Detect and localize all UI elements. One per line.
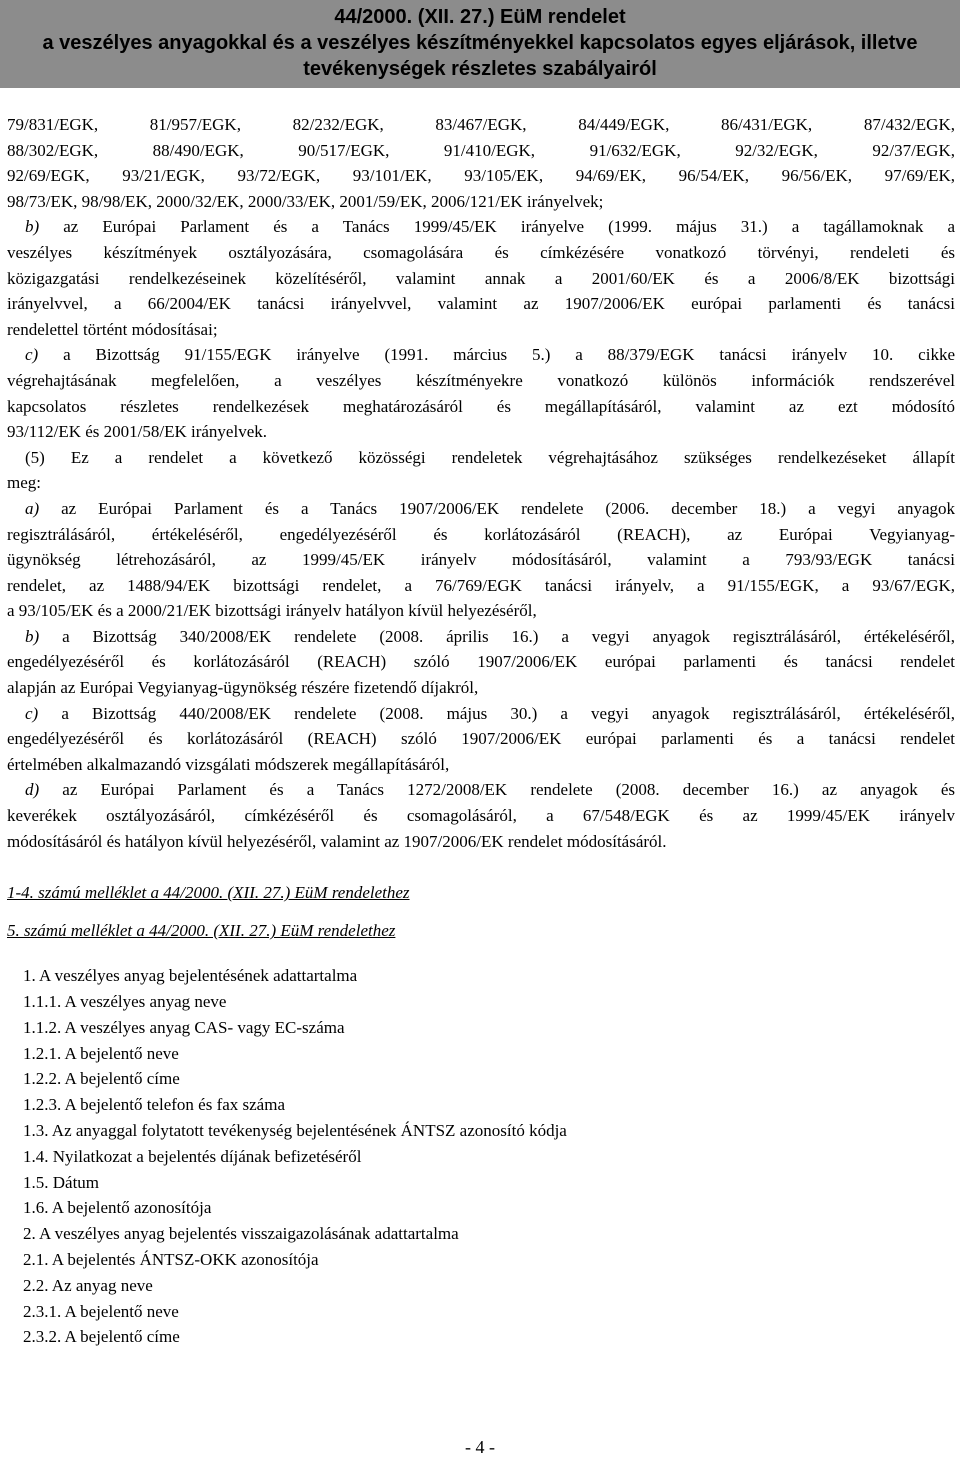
paragraph-text: módosításáról és hatályon kívül helyezéséről, valamint az 1907/2006/EK rendelet módosításáról. [7, 831, 667, 851]
page-number: - 4 - [465, 1437, 495, 1457]
item-marker: d) [25, 780, 40, 800]
paragraph-text: engedélyezéséről és korlátozásáról (REACH) szóló 1907/2006/EK európai parlamenti és a tanácsi rendelet [7, 729, 955, 749]
paragraph-text: a 93/105/EK és a 2000/21/EK bizottsági irányelv hatályon kívül helyezéséről, [7, 601, 537, 621]
paragraph-5a [7, 496, 955, 624]
directive-list [7, 112, 955, 214]
list-item: 2.3.2. A bejelentő címe [23, 1327, 180, 1347]
paragraph-text: (5) Ez a rendelet a következő közösségi rendeletek végrehajtásához szükséges rendelkezéseket állapít [25, 447, 955, 467]
item-marker: a) [25, 498, 40, 518]
paragraph-text: rendelet, az 1488/94/EK bizottsági rendelet, a 76/769/EGK tanácsi irányelv, a 91/155/EGK, a 93/67/EGK, [7, 575, 955, 595]
annex-content-list [7, 963, 955, 1350]
header-subtitle-line1: a veszélyes anyagokkal és a veszélyes készítményekkel kapcsolatos egyes eljárások, illetve [42, 32, 918, 54]
item-marker: c) [25, 703, 39, 723]
paragraph-text: az Európai Parlament és a Tanács 1272/2008/EK rendelete (2008. december 16.) az anyagok és [39, 780, 955, 800]
paragraph-text: engedélyezéséről és korlátozásáról (REACH) szóló 1907/2006/EK európai parlamenti és tanácsi rendelet [7, 652, 955, 672]
list-item: 1.3. Az anyaggal folytatott tevékenység bejelentésének ÁNTSZ azonosító kódja [23, 1121, 567, 1140]
list-item: 1.2.3. A bejelentő telefon és fax száma [23, 1095, 285, 1115]
paragraph-text: meg: [7, 473, 41, 493]
item-marker: b) [25, 217, 40, 237]
list-item: 1.2.2. A bejelentő címe [23, 1069, 180, 1089]
item-marker: b) [25, 626, 40, 646]
paragraph-text: a Bizottság 340/2008/EK rendelete (2008. április 16.) a vegyi anyagok regisztrálásáról, értékeléséről, [39, 626, 955, 646]
header-title: 44/2000. (XII. 27.) EüM rendelet [334, 6, 626, 28]
paragraph-text: kapcsolatos részletes rendelkezések meghatározásáról és megállapításáról, valamint az ezt módosító [7, 396, 955, 416]
directive-line: 98/73/EK, 98/98/EK, 2000/32/EK, 2000/33/EK, 2001/59/EK, 2006/121/EK irányelvek; [7, 191, 604, 211]
paragraph-text: 93/112/EK és 2001/58/EK irányelvek. [7, 422, 267, 442]
list-item: 2.3.1. A bejelentő neve [23, 1301, 179, 1321]
paragraph-text: rendelettel történt módosításai; [7, 319, 218, 339]
paragraph-text: irányelvvel, a 66/2004/EK tanácsi irányelvvel, valamint az 1907/2006/EK európai parlamenti és tanácsi [7, 294, 955, 314]
list-item: 1.1.2. A veszélyes anyag CAS- vagy EC-száma [23, 1017, 345, 1037]
list-item: 1. A veszélyes anyag bejelentésének adattartalma [23, 966, 358, 986]
list-item: 1.6. A bejelentő azonosítója [23, 1198, 212, 1218]
list-item: 1.4. Nyilatkozat a bejelentés díjának befizetéséről [23, 1146, 362, 1166]
document-body [7, 112, 955, 1350]
paragraph-text: veszélyes készítmények osztályozására, csomagolására és címkézésére vonatkozó törvényi, rendeleti és [7, 242, 955, 262]
paragraph-text: alapján az Európai Vegyianyag-ügynökség részére fizetendő díjakról, [7, 678, 479, 698]
paragraph-5d [7, 777, 955, 854]
directive-line: 88/302/EGK, 88/490/EGK, 90/517/EGK, 91/410/EGK, 91/632/EGK, 92/32/EGK, 92/37/EGK, [7, 140, 955, 160]
annex-links [7, 880, 955, 943]
item-marker: c) [25, 345, 39, 365]
paragraph-5 [7, 445, 955, 496]
paragraph-text: regisztrálásáról, értékeléséről, engedélyezéséről és korlátozásáról (REACH), az Európai Vegyianyag- [7, 524, 955, 544]
annex-link-5[interactable]: 5. számú melléklet a 44/2000. (XII. 27.) EüM rendelethez [7, 921, 396, 941]
paragraph-text: értelmében alkalmazandó vizsgálati módszerek megállapításáról, [7, 754, 450, 774]
list-item: 2. A veszélyes anyag bejelentés visszaigazolásának adattartalma [23, 1224, 459, 1244]
paragraph-text: az Európai Parlament és a Tanács 1999/45/EK irányelve (1999. május 31.) a tagállamoknak a [39, 217, 955, 237]
paragraph-text: keverékek osztályozásáról, címkézéséről és csomagolásáról, a 67/548/EGK és az 1999/45/EK irányelv [7, 806, 955, 826]
directive-line: 92/69/EGK, 93/21/EGK, 93/72/EGK, 93/101/EK, 93/105/EK, 94/69/EK, 96/54/EK, 96/56/EK, 97/69/EK, [7, 166, 955, 186]
paragraph-b [7, 214, 955, 342]
directive-line: 79/831/EGK, 81/957/EGK, 82/232/EGK, 83/467/EGK, 84/449/EGK, 86/431/EGK, 87/432/EGK, [7, 115, 955, 134]
paragraph-text: végrehajtásának megfelelően, a veszélyes készítményekre vonatkozó különös információk rendszerével [7, 370, 955, 390]
paragraph-text: közigazgatási rendelkezéseinek közelítéséről, valamint annak a 2001/60/EK és a 2006/8/EK bizottsági [7, 268, 955, 288]
paragraph-c [7, 342, 955, 444]
paragraph-text: a Bizottság 440/2008/EK rendelete (2008. május 30.) a vegyi anyagok regisztrálásáról, értékeléséről, [38, 703, 955, 723]
paragraph-text: a Bizottság 91/155/EGK irányelve (1991. március 5.) a 88/379/EGK tanácsi irányelv 10. cikke [38, 345, 955, 365]
paragraph-5c [7, 701, 955, 778]
annex-link-1-4[interactable]: 1-4. számú melléklet a 44/2000. (XII. 27.) EüM rendelethez [7, 883, 410, 903]
paragraph-text: az Európai Parlament és a Tanács 1907/2006/EK rendelete (2006. december 18.) a vegyi anyagok [39, 498, 955, 518]
list-item: 2.1. A bejelentés ÁNTSZ-OKK azonosítója [23, 1249, 319, 1269]
list-item: 2.2. Az anyag neve [23, 1275, 153, 1295]
header-subtitle-line2: tevékenységek részletes szabályairól [303, 58, 657, 80]
list-item: 1.5. Dátum [23, 1172, 100, 1192]
list-item: 1.1.1. A veszélyes anyag neve [23, 992, 227, 1012]
paragraph-5b [7, 624, 955, 701]
list-item: 1.2.1. A bejelentő neve [23, 1043, 179, 1063]
paragraph-text: ügynökség létrehozásáról, az 1999/45/EK irányelv módosításáról, valamint a 793/93/EGK tanácsi [7, 550, 955, 570]
document-header [0, 0, 960, 88]
